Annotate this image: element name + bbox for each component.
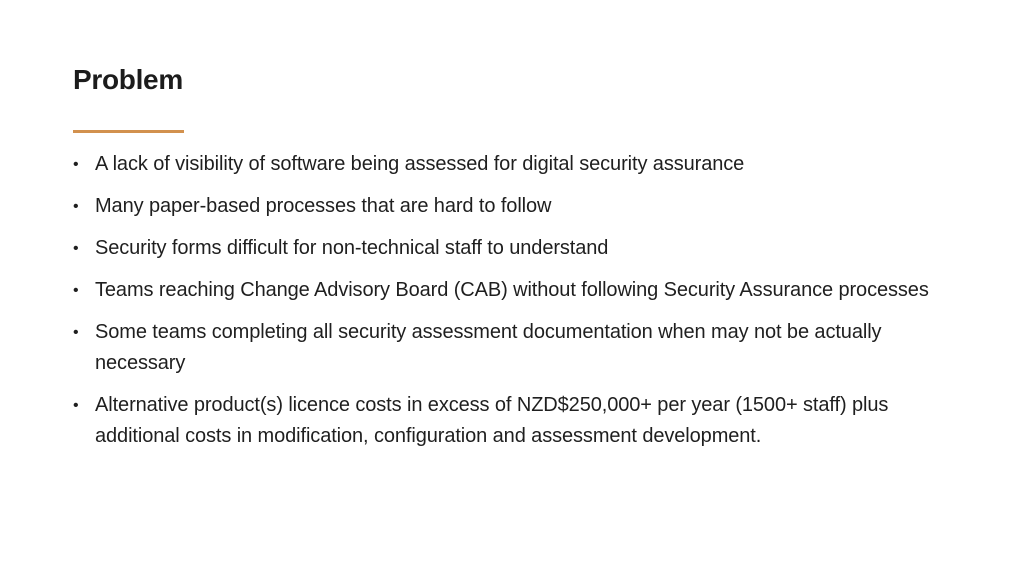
title-underline-accent — [73, 130, 184, 133]
bullet-item-1 — [73, 149, 973, 180]
bullet-item-5 — [73, 317, 973, 379]
bullet-dot-icon: • — [73, 324, 79, 341]
bullet-item-6 — [73, 390, 973, 452]
bullet-text: Some teams completing all security assessment documentation when may not be actually necessary — [95, 321, 882, 374]
bullet-list — [73, 149, 973, 463]
bullet-dot-icon: • — [73, 282, 79, 299]
slide-title: Problem — [73, 64, 183, 95]
bullet-item-3 — [73, 233, 973, 264]
bullet-text: A lack of visibility of software being assessed for digital security assurance — [95, 153, 745, 175]
bullet-dot-icon: • — [73, 156, 79, 173]
bullet-dot-icon: • — [73, 198, 79, 215]
bullet-dot-icon: • — [73, 240, 79, 257]
bullet-item-2 — [73, 191, 973, 222]
bullet-dot-icon: • — [73, 397, 79, 414]
bullet-text: Security forms difficult for non-technical staff to understand — [95, 237, 609, 259]
bullet-text: Alternative product(s) licence costs in excess of NZD$250,000+ per year (1500+ staff) plus additional costs in modification, configuration and assessment development. — [95, 394, 889, 447]
bullet-text: Teams reaching Change Advisory Board (CAB) without following Security Assurance processes — [95, 279, 929, 301]
bullet-item-4 — [73, 275, 973, 306]
bullet-text: Many paper-based processes that are hard to follow — [95, 195, 552, 217]
